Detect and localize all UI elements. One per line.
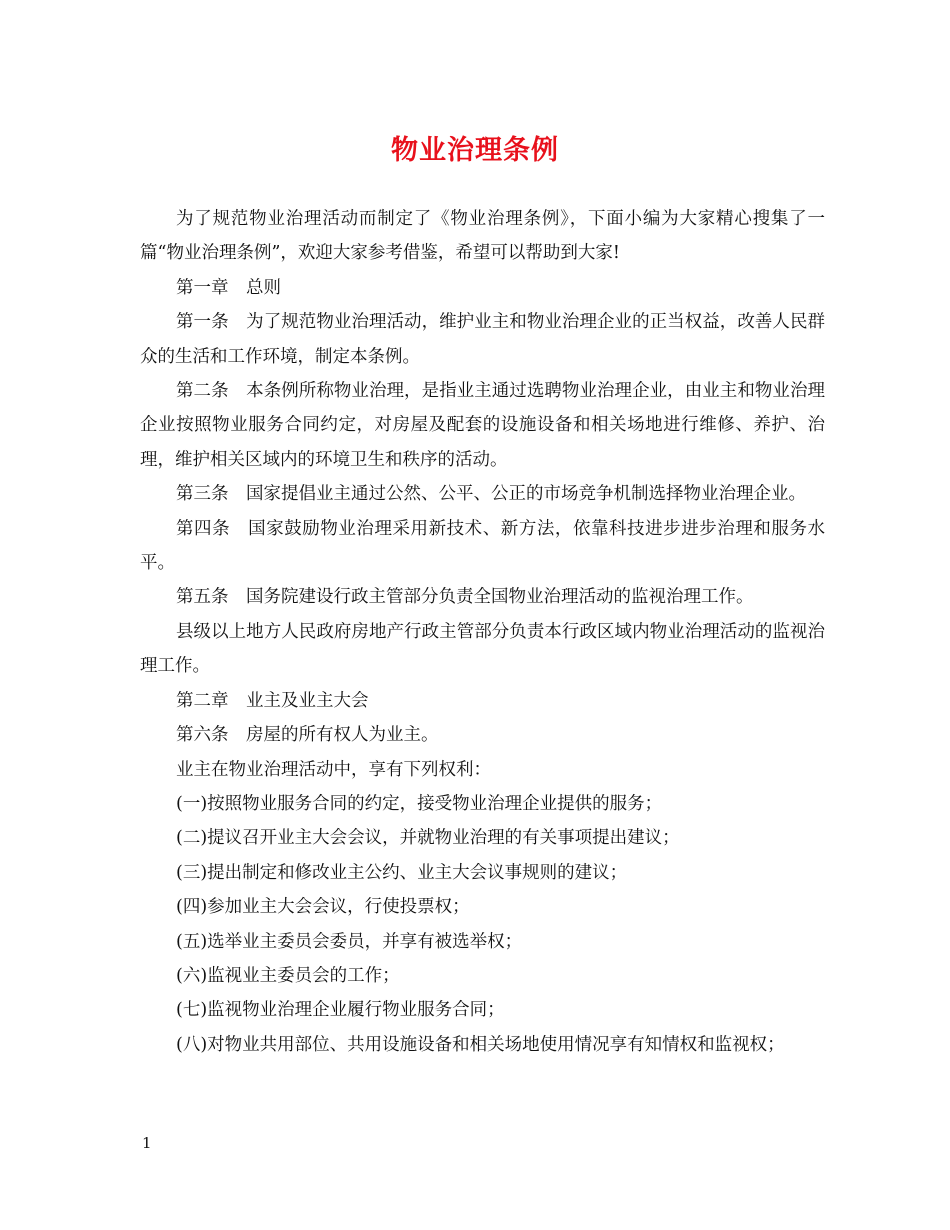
article-5: 第五条 国务院建设行政主管部分负责全国物业治理活动的监视治理工作。 — [176, 587, 754, 608]
owner-right-item: (七)监视物业治理企业履行物业服务合同； — [176, 1000, 505, 1021]
owner-rights-intro: 业主在物业治理活动中，享有下列权利： — [176, 759, 491, 780]
owner-right-item: (八)对物业共用部位、共用设施设备和相关场地使用情况享有知情权和监视权； — [176, 1034, 785, 1055]
owner-right-item: (四)参加业主大会会议，行使投票权； — [176, 897, 470, 918]
owner-right-item: (一)按照物业服务合同的约定，接受物业治理企业提供的服务； — [176, 793, 663, 814]
page-number: 1 — [142, 1134, 152, 1152]
document-title: 物业治理条例 — [391, 135, 559, 166]
owner-right-item: (三)提出制定和修改业主公约、业主大会议事规则的建议； — [176, 862, 628, 883]
paragraph-intro: 为了规范物业治理活动而制定了《物业治理条例》，下面小编为大家精心搜集了一篇“物业治理条例”，欢迎大家参考借鉴，希望可以帮助到大家! — [140, 209, 825, 264]
chapter-heading-1: 第一章 总则 — [176, 277, 281, 298]
article-2: 第二条 本条例所称物业治理，是指业主通过选聘物业治理企业，由业主和物业治理企业按照物业服务合同约定，对房屋及配套的设施设备和相关场地进行维修、养护、治理，维护相关区域内的环境卫生和秩序的活动。 — [140, 381, 825, 470]
article-5-clause-2: 县级以上地方人民政府房地产行政主管部分负责本行政区域内物业治理活动的监视治理工作。 — [140, 621, 825, 677]
article-6: 第六条 房屋的所有权人为业主。 — [176, 725, 439, 746]
owner-right-item: (六)监视业主委员会的工作； — [176, 965, 400, 986]
article-4: 第四条 国家鼓励物业治理采用新技术、新方法，依靠科技进步进步治理和服务水平。 — [140, 518, 825, 574]
owner-right-item: (五)选举业主委员会委员，并享有被选举权； — [176, 931, 523, 952]
chapter-heading-2: 第二章 业主及业主大会 — [176, 690, 369, 711]
document-body — [140, 202, 825, 1062]
owner-right-item: (二)提议召开业主大会会议，并就物业治理的有关事项提出建议； — [176, 828, 680, 849]
article-3: 第三条 国家提倡业主通过公然、公平、公正的市场竞争机制选择物业治理企业。 — [176, 484, 806, 505]
article-1: 第一条 为了规范物业治理活动，维护业主和物业治理企业的正当权益，改善人民群众的生活和工作环境，制定本条例。 — [140, 312, 825, 367]
